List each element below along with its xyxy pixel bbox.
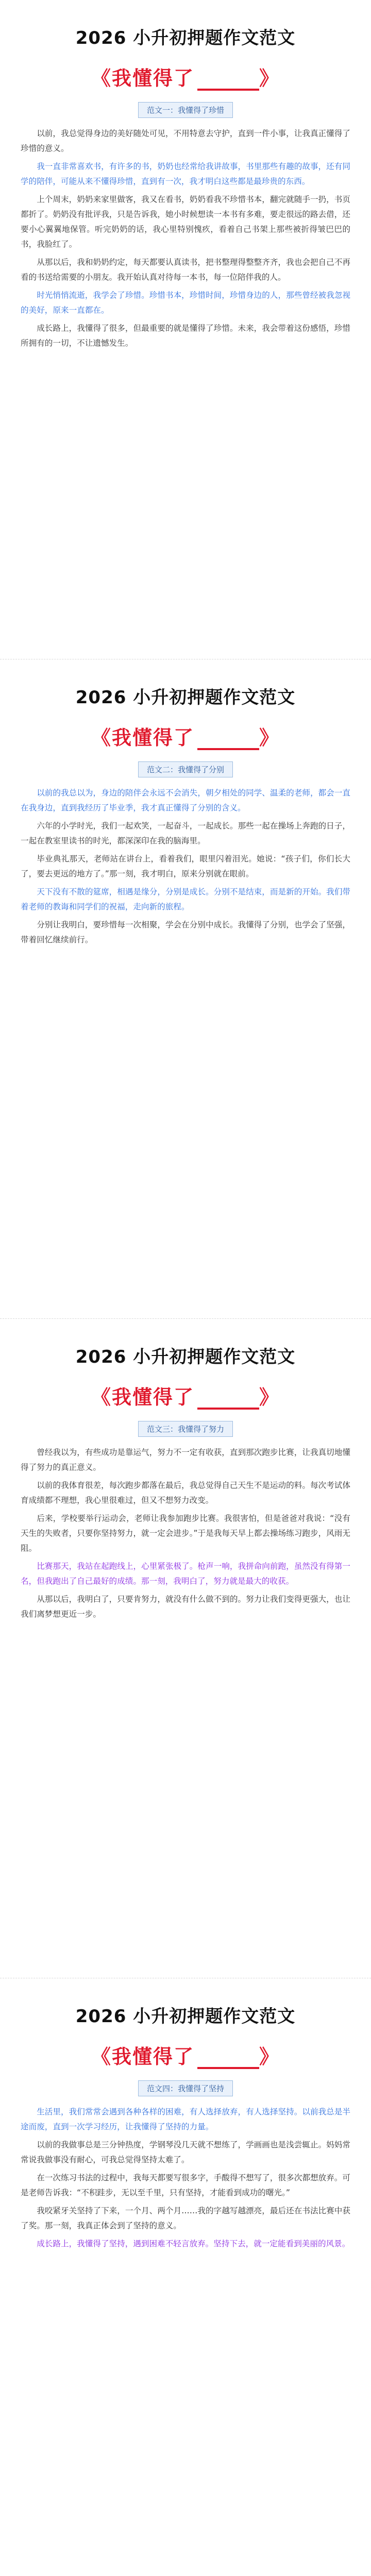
paragraph-text: 以前的我总以为，身边的陪伴会永远不会消失，朝夕相处的同学、温柔的老师，都会一直在我身边，直到我经历了毕业季，我才真正懂得了分别的含义。: [21, 788, 350, 812]
essay-paragraph: [21, 2236, 350, 2251]
essay-paragraph: [21, 2204, 350, 2233]
essay-title: 2026 小升初押题作文范文: [75, 28, 296, 48]
paragraph-text: 后来，学校要举行运动会，老师让我参加跑步比赛。我很害怕，但是爸爸对我说：“没有天生的失败者，只要你坚持努力，就一定会进步。”于是我每天早上都去操场练习跑步，风雨无阻。: [21, 1514, 350, 1553]
essay-subtitle: [21, 2041, 350, 2069]
essay-section-1: [0, 0, 371, 659]
essay-paragraph: [21, 159, 350, 189]
essay-paragraph: [21, 852, 350, 882]
essay-paragraph: [21, 2105, 350, 2134]
subtitle-close-bracket: 》: [259, 726, 280, 749]
essay-section-3: [0, 1319, 371, 1978]
essay-paragraph: [21, 255, 350, 285]
paragraph-text: 分别让我明白，要珍惜每一次相聚，学会在分别中成长。我懂得了分别，也学会了坚强，带着回忆继续前行。: [21, 920, 350, 944]
paragraph-text: 成长路上，我懂得了很多，但最重要的就是懂得了珍惜。未来，我会带着这份感悟，珍惜所拥有的一切，不让遗憾发生。: [21, 324, 350, 348]
paragraph-text: 以前，我总觉得身边的美好随处可见，不用特意去守护，直到一件小事，让我真正懂得了珍惜的意义。: [21, 129, 350, 153]
essay-paragraph: [21, 2171, 350, 2200]
essay-subtitle-text: 《我懂得了: [91, 2045, 194, 2068]
essay-paragraph: [21, 288, 350, 318]
essay-title: 2026 小升初押题作文范文: [75, 687, 296, 708]
essay-title: 2026 小升初押题作文范文: [75, 1347, 296, 1367]
essay-paragraph: [21, 1478, 350, 1508]
essay-label: 范文二：我懂得了分别: [138, 761, 233, 777]
essay-label-wrap: [21, 102, 350, 118]
essay-label: 范文四：我懂得了坚持: [138, 2080, 233, 2096]
essay-paragraph: [21, 819, 350, 849]
essay-subtitle-text: 《我懂得了: [91, 1386, 194, 1409]
essay-paragraph: [21, 1592, 350, 1622]
paragraph-text: 天下没有不散的筵席，相遇是缘分，分别是成长。分别不是结束，而是新的开始。我们带着老师的教诲和同学们的祝福，走向新的旅程。: [21, 887, 350, 911]
paragraph-text: 时光悄悄流逝，我学会了珍惜。珍惜书本，珍惜时间，珍惜身边的人，那些曾经被我忽视的美好，原来一直都在。: [21, 291, 350, 315]
paragraph-text: 六年的小学时光，我们一起欢笑，一起奋斗，一起成长。那些一起在操场上奔跑的日子，一起在教室里读书的时光，都深深印在我的脑海里。: [21, 821, 350, 845]
paragraph-text: 上个周末，奶奶来家里做客，我又在看书，奶奶看我不珍惜书本，翻完就随手一扔，书页都折了。奶奶没有批评我，只是告诉我，她小时候想读一本书有多难，要走很远的路去借，还要小心翼翼地保管。听完奶奶的话，我心里特别愧疚，看着自己书架上那些被折得皱巴巴的书，我脸红了。: [21, 195, 350, 249]
essay-paragraph: [21, 918, 350, 947]
essay-paragraph: [21, 1511, 350, 1556]
subtitle-blank-line: [197, 733, 259, 750]
essay-subtitle-text: 《我懂得了: [91, 67, 194, 90]
essay-section-2: [0, 659, 371, 1319]
essay-paragraph: [21, 126, 350, 156]
essay-body: [21, 1445, 350, 1622]
essay-paragraph: [21, 1445, 350, 1475]
essay-section-4: [0, 1978, 371, 2576]
subtitle-blank-line: [197, 2052, 259, 2069]
subtitle-close-bracket: 》: [259, 67, 280, 90]
paragraph-text: 我咬紧牙关坚持了下来，一个月、两个月……我的字越写越漂亮，最后还在书法比赛中获了奖。那一刻，我真正体会到了坚持的意义。: [21, 2206, 350, 2230]
paragraph-text: 在一次练习书法的过程中，我每天都要写很多字，手酸得不想写了，很多次都想放弃。可是老师告诉我：“不积跬步，无以至千里，只有坚持，才能看到成功的曙光。”: [21, 2173, 350, 2197]
paragraph-text: 从那以后，我和奶奶约定，每天都要认真读书，把书整理得整整齐齐，我也会把自己不再看的书送给需要的小朋友。我开始认真对待每一本书，每一位陪伴我的人。: [21, 258, 350, 282]
paragraph-text: 以前的我体育很差，每次跑步都落在最后，我总觉得自己天生不是运动的料。每次考试体育成绩都不理想，我心里很难过，但又不想努力改变。: [21, 1481, 350, 1505]
subtitle-close-bracket: 》: [259, 1386, 280, 1409]
essay-paragraph: [21, 321, 350, 351]
paragraph-text: 从那以后，我明白了，只要肯努力，就没有什么做不到的。努力让我们变得更强大，也让我们离梦想更近一步。: [21, 1595, 350, 1619]
essay-subtitle-text: 《我懂得了: [91, 726, 194, 749]
subtitle-blank-line: [197, 1392, 259, 1410]
essay-label-wrap: [21, 761, 350, 777]
essay-paragraph: [21, 786, 350, 816]
essay-paragraph: [21, 2138, 350, 2167]
paragraph-text: 以前的我做事总是三分钟热度，学钢琴没几天就不想练了，学画画也是浅尝辄止。妈妈常常说我做事没有耐心，可我总觉得坚持太难了。: [21, 2140, 350, 2164]
subtitle-close-bracket: 》: [259, 2045, 280, 2068]
paragraph-text: 我一直非常喜欢书，有许多的书，奶奶也经常给我讲故事，书里那些有趣的故事，还有同学的陪伴，可能从来不懂得珍惜，直到有一次，我才明白这些都是最珍贵的东西。: [21, 162, 350, 186]
essay-title: 2026 小升初押题作文范文: [75, 2006, 296, 2027]
paragraph-text: 生活里，我们常常会遇到各种各样的困难，有人选择放弃，有人选择坚持。以前我总是半途而废，直到一次学习经历，让我懂得了坚持的力量。: [21, 2107, 350, 2131]
essay-body: [21, 2105, 350, 2251]
essay-label-wrap: [21, 2080, 350, 2096]
paragraph-text: 比赛那天，我站在起跑线上，心里紧张极了。枪声一响，我拼命向前跑，虽然没有得第一名，但我跑出了自己最好的成绩。那一刻，我明白了，努力就是最大的收获。: [21, 1562, 350, 1586]
paragraph-text: 成长路上，我懂得了坚持，遇到困难不轻言放弃。坚持下去，就一定能看到美丽的风景。: [37, 2239, 350, 2248]
essay-body: [21, 786, 350, 947]
essay-subtitle: [21, 722, 350, 750]
essay-paragraph: [21, 192, 350, 252]
paragraph-text: 曾经我以为，有些成功是靠运气，努力不一定有收获，直到那次跑步比赛，让我真切地懂得了努力的真正意义。: [21, 1448, 350, 1472]
essay-subtitle: [21, 1381, 350, 1410]
essay-paragraph: [21, 1559, 350, 1589]
essay-label: 范文三：我懂得了努力: [138, 1421, 233, 1437]
essay-paragraph: [21, 885, 350, 914]
paragraph-text: 毕业典礼那天，老师站在讲台上，看着我们，眼里闪着泪光。她说：“孩子们，你们长大了，要去更远的地方了。”那一刻，我才明白，原来分别就在眼前。: [21, 854, 350, 878]
essay-body: [21, 126, 350, 351]
subtitle-blank-line: [197, 73, 259, 91]
essay-label: 范文一：我懂得了珍惜: [138, 102, 233, 118]
essay-label-wrap: [21, 1421, 350, 1437]
essay-subtitle: [21, 62, 350, 91]
